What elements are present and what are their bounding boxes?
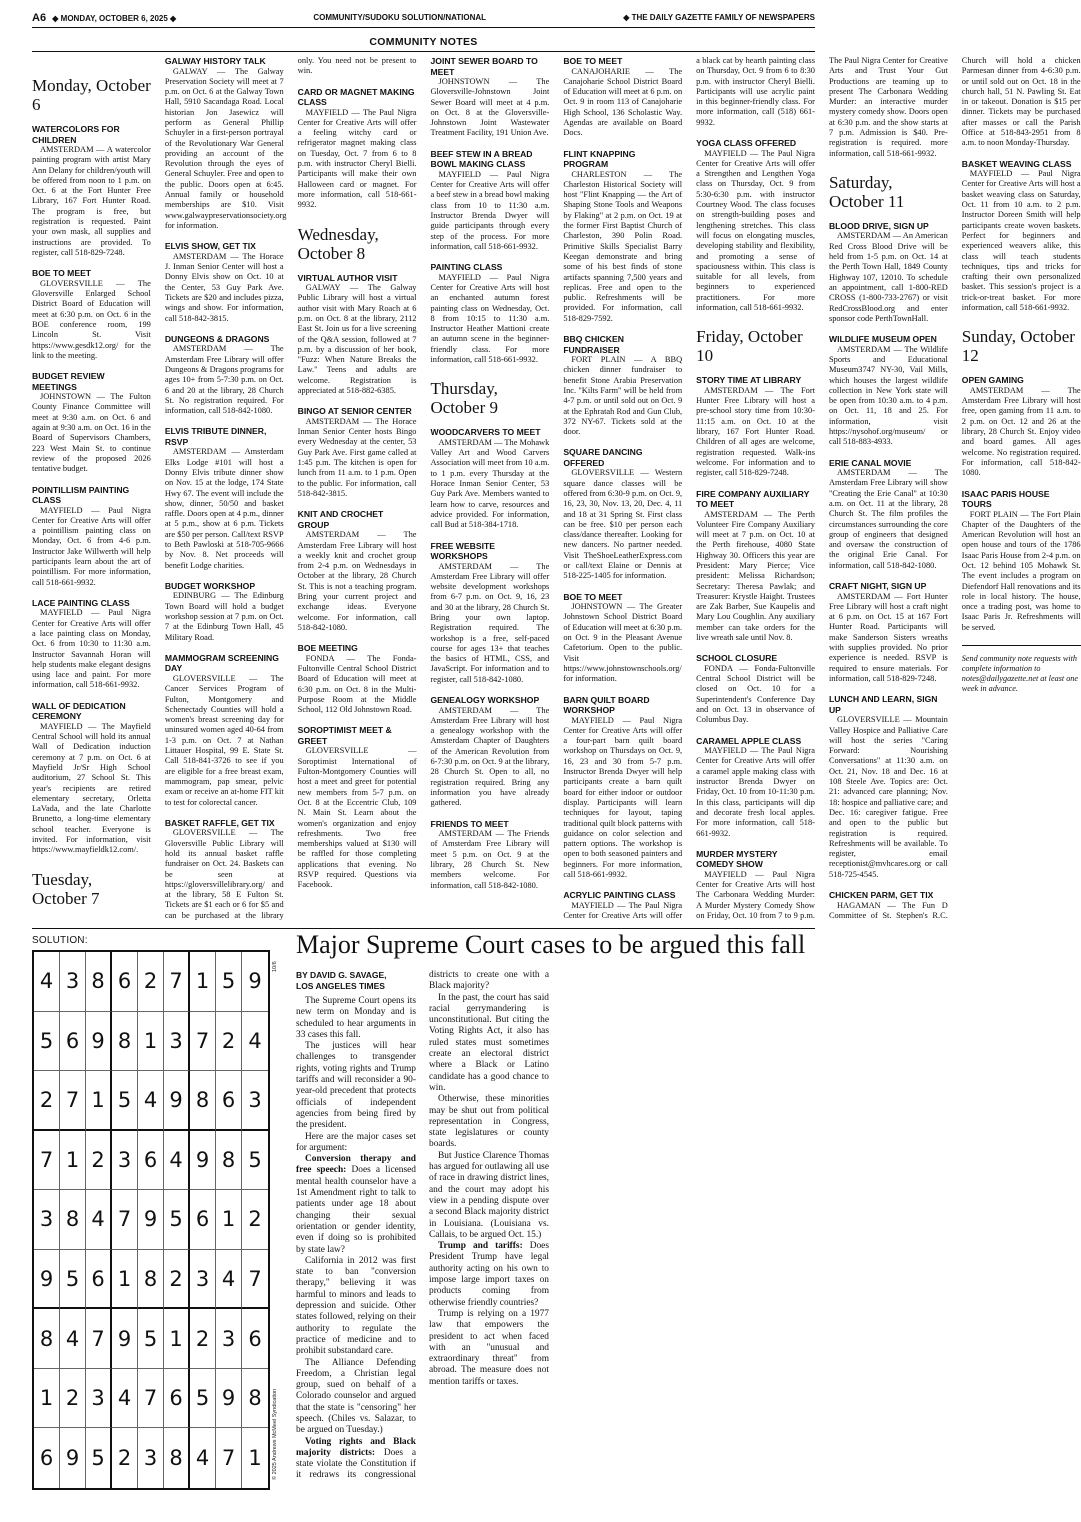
note-headline: DUNGEONS & DRAGONS [164,333,270,344]
note-body: AMSTERDAM — The Perth Volunteer Fire Company Auxiliary will meet at 7 p.m. on Oct. 10 at the Perth firehouse, 4080 State Highway 30. Officers this year are President: Mary Pierce; Vice president: Melissa Richardson; Secretary: Theresa Pawlak; and Treasurer: Krystle Haight. Trustees are Zak Barber, Sue Kaupelis and Mary Lou Coughlin. Any auxiliary member can take orders for the live wreath sale until Nov. 8. [696,509,815,643]
byline-author: BY DAVID G. SAVAGE, [296,970,387,980]
note-body: FONDA — Fonda-Fultonville Central School District will be closed on Oct. 10 for a Superintendent's Conference Day and on Oct. 13 in observance of Columbus Day. [696,663,815,725]
sudoku-cell: 5 [112,1071,138,1131]
paragraph-text: The justices will hear challenges to transgender rights, voting rights and Trump tariffs and will reconsider a 90-year-old precedent that protects officials of independent agencies from being fired by the president. [296,1041,416,1131]
note-body: AMSTERDAM — The Amsterdam Free Library will offer Dungeons & Dragons programs for ages 10+ from 5-7:30 p.m. on Oct. 6 and 20 at the library, 28 Church St. No registration required. For information, call 518-842-1080. [164,344,284,416]
sudoku-cell: 1 [112,1250,138,1310]
note-headline: BLOOD DRIVE, SIGN UP [828,220,929,231]
sudoku-cell: 3 [216,1309,242,1369]
sudoku-cell: 9 [164,1071,190,1131]
note-body: AMSTERDAM — The Friends of Amsterdam Free Library will meet 5 p.m. on Oct. 9 at the library, 28 Church St. New members welcome. For information, call 518-842-1080. [430,829,550,890]
article-byline [296,970,416,992]
note-body: MAYFIELD — The Paul Nigra Center for Creative Arts will offer a Strengthen and Lengthen Yoga class on Thursday, Oct. 9 from 5:30-6:30 p.m. with instructor Courtney Wood. The class focuses on strength-building poses and lengthening stretches. This class will focus on elongating muscles, developing stability and flexibility, and promoting a sense of spaciousness within. This class is suitable for all levels, from beginners to experienced practitioners. For more information, call 518-661-9932. [696,148,815,313]
note-body: GALWAY — The Galway Preservation Society will meet at 7 p.m. on Oct. 6 at the Galway Town Hall, 5910 Sacandaga Road. Local historian Jon Jasewicz will perform as General Phillip Schuyler in a first-person portrayal of the Revolutionary War General providing an account of the Revolution through the eyes of General Schuyler. Free and open to the public. Doors open at 6:45. Annual family or household memberships are $10. Visit www.galwaypreservationsociety.org for information. [164,66,287,230]
article-paragraph [296,1256,416,1358]
sudoku-cell: 5 [190,1369,216,1429]
note-body: AMSTERDAM — Amsterdam Elks Lodge #101 will host a Donny Elvis tribute dinner show on Nov. 15 at the lodge, 174 State Hwy 67. The event will include the show, dinner, 50/50 and basket raffle. Doors open at 4 p.m., dinner at 5 p.m., show at 6 p.m. Tickets are $50 per person. Call/text RSVP to Beth Pawloski at 518-705-9666 by Nov. 8. Net proceeds will benefit Lodge charities. [164,447,284,570]
note-headline: CHICKEN PARM, GET TIX [828,890,934,900]
note-body: GALWAY — The Galway Public Library will host a virtual author visit with Mary Roach at 6 p.m. on Oct. 8 at the library, 2112 East St. Join us for a live screening of the Q&A session, followed at 7 p.m. by a discussion of her book, "Fuzz: When Nature Breaks the Law." Teens and adults are welcome. Registration is appreciated at 518-882-6385. [297,283,417,396]
sudoku-cell: 1 [216,1190,242,1250]
sudoku-cell: 6 [86,1250,112,1310]
sudoku-cell: 9 [34,1250,60,1310]
sudoku-cell: 1 [34,1369,60,1429]
note-headline: CARAMEL APPLE CLASS [696,735,802,746]
sudoku-cell: 5 [216,952,242,1012]
note-headline: ELVIS SHOW, GET TIX [164,241,256,252]
sudoku-cell: 3 [34,1190,60,1250]
note-headline: JOINT SEWER BOARD TO MEET [430,56,538,77]
sudoku-cell: 9 [190,1131,216,1191]
day-heading: Saturday, October 11 [828,172,905,211]
note-headline: YOGA CLASS OFFERED [696,138,797,149]
sudoku-cell: 6 [60,1012,86,1072]
note-body: AMSTERDAM — A watercolor painting program with artist Mary Ann Delany for children/youth will be offered from noon to 1 p.m. on Oct. 6 at the Fort Hunter Free Library, 167 Fort Hunter Road. The program is free, but registration is requested. Paint your own mask, all supplies and instructions are provided. To register, call 518-829-7248. [32,145,151,257]
sudoku-cell: 6 [138,1131,164,1191]
note-headline: CARD OR MAGNET MAKING CLASS [297,86,415,108]
sudoku-cell: 8 [34,1309,60,1369]
paragraph-lead-in: Trump and tariffs: [438,1241,523,1252]
note-headline: FRIENDS TO MEET [430,818,509,829]
community-notes [32,56,1081,924]
sudoku-cell: 8 [86,952,112,1012]
paragraph-text: Trump is relying on a 1977 law that empowers the president to act when faced with an "unusual and extraordinary threat" from abroad. The measure does not mention tariffs or taxes. [429,1308,549,1387]
sudoku-cell: 3 [190,1250,216,1310]
note-headline: BEEF STEW IN A BREAD BOWL MAKING CLASS [430,148,533,170]
sudoku-cell: 3 [86,1369,112,1429]
sudoku-cell: 1 [86,1071,112,1131]
sudoku-cell: 2 [190,1309,216,1369]
note-headline: SCHOOL CLOSURE [696,653,778,664]
paragraph-text: The Supreme Court opens its new term on Monday and is scheduled to hear arguments in 33 cases this fall. [296,996,416,1040]
note-headline: WATERCOLORS FOR CHILDREN [32,124,120,145]
sudoku-cell: 9 [112,1309,138,1369]
note-body: HAGAMAN — The Fun D Committee of St. Stephen's R.C. Church will hold a chicken Parmesan dinner from 4-6:30 p.m. or until sold out on Oct. 18 in the church hall, 51 N. Pawling St. Eat in or takeout. Donation is $15 per dinner. Tickets may be purchased after masses or call the Parish Office at 518-843-2951 from 8 a.m. to noon Monday-Thursday. [828,56,1081,920]
article-paragraph [429,1094,549,1150]
sudoku-solution-grid [32,950,270,1490]
article-paragraph [429,1309,549,1388]
sudoku-solution-label: SOLUTION: [32,935,88,946]
masthead-left [32,12,176,24]
sudoku-cell: 2 [60,1369,86,1429]
sudoku-cell: 2 [216,1012,242,1072]
paragraph-text: The Alliance Defending Freedom, a Christian legal group, sued on behalf of a Colorado counselor and argued that the state is "censoring" her speech. (Chiles vs. Salazar, to be argued on Tuesday.) [296,1357,416,1436]
article-paragraph [296,1041,416,1131]
community-notes-title: COMMUNITY NOTES [32,32,815,52]
sudoku-cell: 7 [60,1071,86,1131]
note-body: MAYFIELD — Paul Nigra Center for Creative Arts will host a basket weaving class on Saturday, Oct. 11 from 10 a.m. to 2 p.m. Instructor Doreen Smith will help participants create woven baskets. Perfect for beginners and experienced weavers alike, this class will teach students techniques, tips and tricks for crafting their own personalized basket. This session's project is a trick-or-treat basket. For more information, call 518-661-9932. [961,169,1081,313]
note-headline: WALL OF DEDICATION CEREMONY [32,700,126,722]
note-headline: CRAFT NIGHT, SIGN UP [828,581,927,592]
note-headline: BBQ CHICKEN FUNDRAISER [563,334,624,355]
sudoku-cell: 9 [86,1012,112,1072]
sudoku-cell: 8 [60,1190,86,1250]
sudoku-cell: 6 [216,1071,242,1131]
article-paragraph [296,1154,416,1256]
sudoku-cell: 8 [112,1012,138,1072]
paragraph-text: Does a licensed mental health counselor have a 1st Amendment right to talk to patients under age 18 about changing their sexual orientation or gender identity, even if doing so is prohibited by state law? [296,1165,416,1255]
sudoku-cell: 4 [164,1131,190,1191]
sudoku-cell: 7 [112,1190,138,1250]
note-headline: BOE TO MEET [32,268,92,279]
note-body: AMSTERDAM — The Fort Hunter Free Library will host a pre-school story time from 10:30-11:15 a.m. on Oct. 10 at the library, 167 Fort Hunter Road. Children of all ages are welcome, registration requested. Walk-ins welcome. For information and to register, call 518-829-7248. [696,385,815,478]
day-heading: Tuesday, October 7 [32,869,100,908]
sudoku-cell: 2 [242,1190,268,1250]
note-headline: ELVIS TRIBUTE DINNER, RSVP [164,426,267,447]
note-headline: BUDGET REVIEW MEETINGS [32,371,105,392]
news-article [296,930,815,1490]
paragraph-text: Here are the major cases set for argument: [296,1131,416,1153]
paragraph-text: California in 2012 was first state to ban "conversion therapy," believing it was harmful to minors and leads to depression and suicide. Other states followed, relying on their authority to regulate the practice of medicine and to prohibit substandard care. [296,1255,416,1357]
section-divider [32,928,815,929]
note-headline: MURDER MYSTERY COMEDY SHOW [696,848,778,870]
note-body: MAYFIELD — The Paul Nigra Center for Creative Arts will offer a caramel apple making class with instructor Brenda Dwyer on Friday, Oct. 10 from 10-11:30 p.m. In this class, participants will dip and decorate fresh local apples. For more information, call 518-661-9932. [696,746,815,838]
sudoku-cell: 2 [138,952,164,1012]
sudoku-cell: 4 [242,1012,268,1072]
note-body: FONDA — The Fonda-Fultonville Central School District Board of Education will meet at 6:30 p.m. on Oct. 8 in the Multi-Purpose Room at the Middle School, 112 Old Johnstown Road. [297,653,417,715]
note-headline: VIRTUAL AUTHOR VISIT [297,272,398,283]
sudoku-cell: 5 [60,1250,86,1310]
note-body: GLOVERSVILLE — Mountain Valley Hospice and Palliative Care will host the series "Caring Forward: Nourishing Conversations" at 11:30 a.m. on Oct. 21, Nov. 18 and Dec. 16 at 108 Steele Ave. Topics are: Oct. 21: advanced care planning; Nov. 18: hospice and palliative care; and Dec. 16: caregiver fatigue. Free and open to the public but registration is required. Refreshments will be available. To register, email receptionist@mvhcares.org or call 518-725-4545. [828,715,948,879]
page-number: A6 [32,11,47,24]
sudoku-cell: 4 [86,1190,112,1250]
note-headline: LACE PAINTING CLASS [32,597,130,608]
note-headline: GENEALOGY WORKSHOP [430,695,540,706]
day-heading: Friday, October 10 [696,327,803,366]
note-headline: ACRYLIC PAINTING CLASS [563,890,676,901]
note-body: MAYFIELD — The Mayfield Central School will hold its annual Wall of Dedication induction ceremony at 7 p.m. on Oct. 6 at Mayfield Jr/Sr High School auditorium, 27 School St. This year's recipients are retired elementary secretary, Orletta LaVada, and the late Charlotte Brunetto, a long-time elementary school teacher. Everyone is invited. For information, visit https://www.mayfieldk12.com/. [32,721,151,855]
sudoku-cell: 1 [164,1309,190,1369]
note-headline: WOODCARVERS TO MEET [430,427,541,438]
masthead [32,8,815,28]
sudoku-cell: 1 [138,1012,164,1072]
paragraph-text: Does a state violate the Constitution if it redraws its congressional districts to create one with a Black majority? [296,970,549,1481]
note-body: MAYFIELD — Paul Nigra Center for Creative Arts will host an enchanted autumn forest painting class on Wednesday, Oct. 8 from 10:15 to 11:30 a.m. Instructor Heather Mattioni create an autumn scene in the beginner-friendly class. For more information, call 518-661-9932. [430,272,550,365]
note-headline: SQUARE DANCING OFFERED [563,447,643,468]
sudoku-cell: 3 [60,952,86,1012]
sudoku-copyright: © 2025 Andrews McMeel Syndication [272,1388,278,1480]
note-body: GLOVERSVILLE — The Gloversville Enlarged School District Board of Education will meet at 6:30 p.m. on Oct. 6 in the BOE conference room, 199 Lincoln St. Visit https://www.gesdk12.org/ for the link to the meeting. [32,278,151,360]
article-paragraph [296,1358,416,1437]
sudoku-cell: 5 [86,1428,112,1488]
note-body: JOHNSTOWN — The Gloversville-Johnstown Joint Sewer Board will meet at 4 p.m. on Oct. 8 at the Gloversville-Johnstown Joint Wastewater Treatment Facility, 191 Union Ave. [430,77,550,138]
note-body: MAYFIELD — Paul Nigra Center for Creative Arts will offer a four-part barn quilt board workshop on Thursdays on Oct. 9, 16, 23 and 30 from 5-7 p.m. Instructor Brenda Dwyer will help participants create a barn quilt board for either indoor or outdoor display. Participants will learn techniques for layout, taping traditional quilt block patterns with guidance on color selection and pattern options. The workshop is open to both seasoned painters and beginners. For more information, call 518-661-9932. [563,715,683,879]
sudoku-cell: 7 [216,1428,242,1488]
day-heading: Sunday, October 12 [961,327,1075,366]
sudoku-cell: 1 [60,1131,86,1191]
paragraph-lead-in: Voting rights and Black majority districts: [296,1436,416,1458]
note-body: JOHNSTOWN — The Greater Johnstown School District Board of Education will meet at 6:30 p.m. on Oct. 9 in the Pleasant Avenue Cafetorium. Open to the public. Visit https://www.johnstownschools.org/ for information. [563,602,683,684]
note-body: AMSTERDAM — The Horace J. Inman Senior Center will host a Donny Elvis show on Oct. 10 at the Center, 53 Guy Park Ave. Tickets are $20 and includes pizza, wings and show. For information, call 518-842-3815. [164,251,284,323]
sudoku-cell: 6 [34,1428,60,1488]
note-body: EDINBURG — The Edinburg Town Board will hold a budget workshop session at 7 p.m. on Oct. 7 at the Edinburg Town Hall, 45 Military Road. [164,591,284,642]
sudoku-cell: 1 [190,952,216,1012]
sudoku-cell: 3 [112,1131,138,1191]
sudoku-date-code: 10/6 [272,961,278,972]
note-headline: BASKET RAFFLE, GET TIX [164,817,275,828]
sudoku-cell: 6 [112,952,138,1012]
byline-source: LOS ANGELES TIMES [296,981,385,991]
note-headline: MAMMOGRAM SCREENING DAY [164,652,279,674]
article-paragraph [429,1151,549,1241]
note-body: MAYFIELD — The Paul Nigra Center for Creative Arts will offer a black cat by hearth painting class on Thursday, Oct. 9 from 6 to 8:30 p.m. with instructor Cheryl Bielli. Participants will use acrylic paint in this beginner-friendly class. For more information, call (518) 661-9932. [563,56,815,921]
note-headline: BARN QUILT BOARD WORKSHOP [563,694,650,716]
sudoku-cell: 5 [242,1131,268,1191]
note-headline: PAINTING CLASS [430,262,503,273]
article-headline: Major Supreme Court cases to be argued this fall [296,930,806,959]
sudoku-cell: 7 [242,1250,268,1310]
note-body: JOHNSTOWN — The Fulton County Finance Committee will meet at 9:30 a.m. on Oct. 6 and again at 9:30 a.m. on Oct. 16 in the Board of Supervisors Chambers, 223 West Main St. to continue review of the proposed 2026 tentative budget. [32,392,151,474]
note-body: FORT PLAIN — The Fort Plain Chapter of the Daughters of the American Revolution will host an open house and tours of the 1786 Isaac Paris House from 2-4 p.m. on Oct. 12 behind 105 Mohawk St. The event includes a program on Diefendorf Hall renovations and its role in local history. The house, once a trading post, was home to Isaac Paris Jr. Refreshments will be served. [961,509,1081,632]
sudoku-cell: 4 [190,1428,216,1488]
note-body: AMSTERDAM — An American Red Cross Blood Drive will be held from 1-5 p.m. on Oct. 14 at the Perth Town Hall, 1849 County Highway 107, 12010. To schedule an appointment, call 1-800-RED CROSS (1-800-733-2767) or visit RedCrossBlood.org and enter sponsor code PerthTownHall. [828,231,948,323]
sudoku-cell: 8 [216,1131,242,1191]
article-paragraph [296,996,416,1041]
sudoku-cell: 9 [216,1369,242,1429]
note-headline: FIRE COMPANY AUXILIARY TO MEET [696,488,810,509]
note-body: MAYFIELD — Paul Nigra Center for Creative Arts will offer a lace painting class on Monday, Oct. 6 from 10:30 to 11:30 a.m. Instructor Savannah Horan will help students make elegant designs using lace and paint. For more information, call 518-661-9932. [32,608,151,690]
sudoku-cell: 8 [164,1428,190,1488]
sudoku-cell: 4 [60,1309,86,1369]
paragraph-lead-in: Conversion therapy and free speech: [296,1154,416,1176]
article-body [296,970,815,1490]
sudoku-cell: 2 [86,1131,112,1191]
sudoku-cell: 4 [216,1250,242,1310]
note-body: GLOVERSVILLE — Western square dance classes will be offered from 6:30-9 p.m. on Oct. 9, 16, 23, 30, Nov. 13, 20, Dec. 4, 11 and 18 at 31 Spring St. First class can be free. $10 per person each class/dance thereafter. Looking for new dancers. No partner needed. Visit TheShoeLeatherExpress.com or call/text Elaine or Dennis at 518-225-1405 for information. [563,468,683,581]
sudoku-cell: 4 [112,1369,138,1429]
note-headline: ERIE CANAL MOVIE [828,457,912,468]
note-headline: LUNCH AND LEARN, SIGN UP [828,694,938,715]
note-body: MAYFIELD — The Paul Nigra Center for Creative Arts will offer a feeling witchy card or refrigerator magnet making class on Tuesday, Oct. 7 from 6 to 8 p.m. with instructor Cheryl Bielli. Participants will make their own Halloween card or magnet. For more information, call 518-661-9932. [297,107,417,210]
note-headline: WILDLIFE MUSEUM OPEN [828,334,937,345]
article-paragraph [429,1241,549,1309]
note-headline: ISAAC PARIS HOUSE TOURS [961,488,1050,509]
sudoku-cell: 9 [60,1428,86,1488]
sudoku-cell: 6 [164,1369,190,1429]
note-body: CHARLESTON — The Charleston Historical Society will host "Flint Knapping — the Art of Shaping Stone Tools and Weapons by Flaking" at 2 p.m. on Oct. 19 at the former First Baptist Church of Charleston, 390 Polin Road. Primitive Skills Specialist Barry Keegan demonstrate and bring some of his best finds of stone artifacts spanning 7,500 years and replicas. Free and open to the public. Refreshments will be provided. For information, call 518-829-7592. [563,169,683,323]
sudoku-cell: 5 [164,1190,190,1250]
note-body: AMSTERDAM — The Amsterdam Free Library will offer website development workshops from 6-7 p.m. on Oct. 9, 16, 23 and 30 at the library, 28 Church St. Bring your own laptop. Registration required. The workshop is a free, self-paced course for ages 13+ that teaches the basics of HTML, CSS, and JavaScript. For information and to register, call 518-842-1080. [430,561,550,684]
note-headline: BINGO AT SENIOR CENTER [297,406,412,417]
sudoku-cell: 7 [190,1012,216,1072]
paragraph-text: But Justice Clarence Thomas has argued for outlawing all use of race in drawing district lines, and the court may adopt his view in a pending dispute over a second Black majority district in Louisiana. (Louisiana vs. Callais, to be argued Oct. 15.) [429,1150,549,1240]
note-headline: FREE WEBSITE WORKSHOPS [430,540,495,561]
sudoku-cell: 8 [138,1250,164,1310]
note-body: GLOVERSVILLE — The Gloversville Public Library will hold its annual basket raffle fundraiser on Oct. 24. Baskets can be seen at https://gloversvillelibrary.org/ and at the library, 58 E Fulton St. Tickets are $1 each or 6 for $5 and can be purchased at the library only. You need not be present to win. [164,56,417,920]
sudoku-cell: 7 [34,1131,60,1191]
sudoku-cell: 5 [34,1012,60,1072]
submission-note: Send community note requests with complete information to notes@dailygazette.net at least one week in advance. [962,645,1081,694]
sudoku-cell: 6 [190,1190,216,1250]
sudoku-cell: 5 [138,1309,164,1369]
note-body: MAYFIELD — Paul Nigra Center for Creative Arts will offer a pointillism painting class on Monday, Oct. 6 from 4-6 p.m. Instructor Jake Willwerth will help participants learn about the art of pointillism. For more information, call 518-661-9932. [32,505,151,587]
sudoku-cell: 1 [248,1446,262,1471]
sudoku-cell: 8 [190,1071,216,1131]
note-headline: POINTILLISM PAINTING CLASS [32,484,130,506]
note-body: AMSTERDAM — The Mohawk Valley Art and Wood Carvers Association will meet from 10 a.m. to 1 p.m. every Thursday at the Horace Inman Senior Center, 53 Guy Park Ave. Members wanted to learn how to carve, resources and advice provided. For information, call Bud at 518-384-1718. [430,437,550,530]
note-headline: BASKET WEAVING CLASS [961,158,1072,169]
sudoku-cell: 3 [164,1012,190,1072]
sudoku-cell: 4 [138,1071,164,1131]
section-name: COMMUNITY/SUDOKU SOLUTION/NATIONAL [313,13,487,22]
note-body: AMSTERDAM — The Amsterdam Free Library will show "Creating the Erie Canal" at 10:30 a.m. on Oct. 11 at the library, 28 Church St. The film profiles the circumstances surrounding the core group of engineers that designed and oversaw the construction of the original Erie Canal. For information, call 518-842-1080. [828,468,948,570]
note-body: AMSTERDAM — The Amsterdam Free Library will host a genealogy workshop with the Amsterdam Chapter of Daughters of the American Revolution from 6-7:30 p.m. on Oct. 9 at the library, 28 Church St. Open to all, no registration required. Bring any information you have already gathered. [430,705,550,808]
note-headline: BOE MEETING [297,643,358,654]
note-body: AMSTERDAM — The Wildlife Sports and Educational Museum3747 NY-30, Vail Mills, which houses the largest wildlife collection in New York state will be open from 10:30 a.m. to 4 p.m. on Oct. 11, 18 and 25. For information, visit https://nysohof.org/museum/ or call 518-883-4933. [828,344,948,447]
sudoku-cell: 7 [164,952,190,1012]
sudoku-cell: 4 [34,952,60,1012]
sudoku-cell: 9 [242,952,268,1012]
note-headline: BUDGET WORKSHOP [164,580,256,591]
sudoku-cell: 2 [164,1250,190,1310]
note-body: AMSTERDAM — The Horace Inman Senior Center hosts Bingo every Wednesday at the center, 53 Guy Park Ave. First game called at 1:45 p.m. The kitchen is open for lunch from 11 a.m. to 1 p.m. Open to the public. For information, call 518-842-3815. [297,416,417,498]
note-body: GLOVERSVILLE — The Cancer Services Program of Fulton, Montgomery and Schenectady Counties will hold a women's breast screening day for uninsured women aged 40-64 from 1-3 p.m. on Oct. 7 at Nathan Littauer Hospital, 99 E. State St. Call 518-841-3726 to see if you are eligible for a free breast exam, mammogram, pap smear, pelvic exam or receive an at-home FIT kit to test for colorectal cancer. [164,673,284,807]
paragraph-text: In the past, the court has said racial gerrymandering is unconstitutional. But citing the Voting Rights Act, it also has ruled states must sometimes create an electoral district where a Black or Latino candidate has a good chance to win. [429,992,549,1093]
sudoku-cell: 3 [138,1428,164,1488]
note-headline: OPEN GAMING [961,375,1024,386]
note-headline: BOE TO MEET [563,56,623,66]
sudoku-cell: 3 [242,1071,268,1131]
paragraph-text: Does President Trump have legal authority acting on his own to impose large import taxes on products coming from otherwise friendly countries? [429,1241,549,1308]
note-headline: FLINT KNAPPING PROGRAM [563,148,636,170]
sudoku-cell: 9 [138,1190,164,1250]
note-headline: SOROPTIMIST MEET & GREET [297,725,392,746]
article-paragraph [296,1132,416,1155]
paragraph-text: Otherwise, these minorities may be shut out from political representation in Congress, state legislatures or county boards. [429,1094,549,1150]
sudoku-cell: 2 [34,1071,60,1131]
day-heading: Monday, October 6 [32,76,151,114]
sudoku-cell: 6 [242,1309,268,1369]
sudoku-cell: 8 [242,1369,268,1429]
note-body: AMSTERDAM — The Amsterdam Free Library will host free, open gaming from 11 a.m. to 2 p.m. on Oct. 12 and 26 at the library, 28 Church St. Enjoy video and board games. All ages welcome. No registration required. For information, call 518-842-1080. [961,385,1081,478]
sudoku-cell: 2 [112,1428,138,1488]
note-body: FORT PLAIN — A BBQ chicken dinner fundraiser to benefit Stone Arabia Preservation Inc. "Kilts Farm" will be held from 4-7 p.m. or until sold out on Oct. 9 at the Ephratah Rod and Gun Club, 372 NY-67. Tickets sold at the door. [563,355,683,437]
page-date: ◆ MONDAY, OCTOBER 6, 2025 ◆ [52,13,177,23]
note-body: CANAJOHARIE — The Canajoharie School District Board of Education will meet at 6 p.m. on Oct. 9 in room 113 of Canajoharie High School, 136 Scholastic Way. Agendas are available on Board Docs. [563,66,683,138]
note-body: MAYFIELD — Paul Nigra Center for Creative Arts will offer a beef stew in a bread bowl making class from 10 to 11:30 a.m. Instructor Brenda Dwyer will guide participants through every step of the process. For more information, call 518-661-9932. [430,169,550,251]
note-body: AMSTERDAM — Fort Hunter Free Library will host a craft night at 6 p.m. on Oct. 15 at 167 Fort Hunter Road. Participants will make Sanderson Sisters wreaths with supplies provided. No prior experience is needed. RSVP is required to ensure materials. For information, call 518-829-7248. [828,591,948,683]
note-body: MAYFIELD — Paul Nigra Center for Creative Arts will host The Carbonara Wedding Murder: A Murder Mystery Comedy Show on Friday, Oct. 10 from 7 to 9 p.m. The Paul Nigra Center for Creative Arts and Trust Your Gut Productions are teaming up to present The Carbonara Wedding Murder: an interactive murder mystery comedy show. Doors open at 6:30 p.m. and the show starts at 7 p.m. Admission is $40. Pre-registration is required. more information, call 518-661-9932. [696,56,948,920]
day-heading: Wednesday, October 8 [297,224,379,263]
sudoku-cell: 7 [86,1309,112,1369]
note-headline: BOE TO MEET [563,591,623,602]
day-heading: Thursday, October 9 [430,379,498,418]
note-body: AMSTERDAM — The Amsterdam Free Library will host a weekly knit and crochet group from 2-4 p.m. on Wednesdays in October at the library, 28 Church St. This is not a teaching program. Bring your current project and exchange ideas. Everyone welcome. For information, call 518-842-1080. [297,530,417,632]
note-headline: GALWAY HISTORY TALK [164,56,266,66]
note-headline: STORY TIME AT LIBRARY [696,375,802,386]
sudoku-cell: 7 [138,1369,164,1429]
article-paragraph [429,993,549,1095]
note-body: GLOVERSVILLE — Soroptimist International of Fulton-Montgomery Counties will host a meet and greet for potential new members from 5-7 p.m. on Oct. 8 at the Eccentric Club, 109 N. Main St. Learn about the women's organization and enjoy refreshments. Two free memberships valued at $130 will be raffled for those completing applications that evening. No RSVP required. Questions via Facebook. [297,746,417,890]
note-headline: KNIT AND CROCHET GROUP [297,509,384,530]
paper-name: ◆ THE DAILY GAZETTE FAMILY OF NEWSPAPERS [623,13,815,22]
